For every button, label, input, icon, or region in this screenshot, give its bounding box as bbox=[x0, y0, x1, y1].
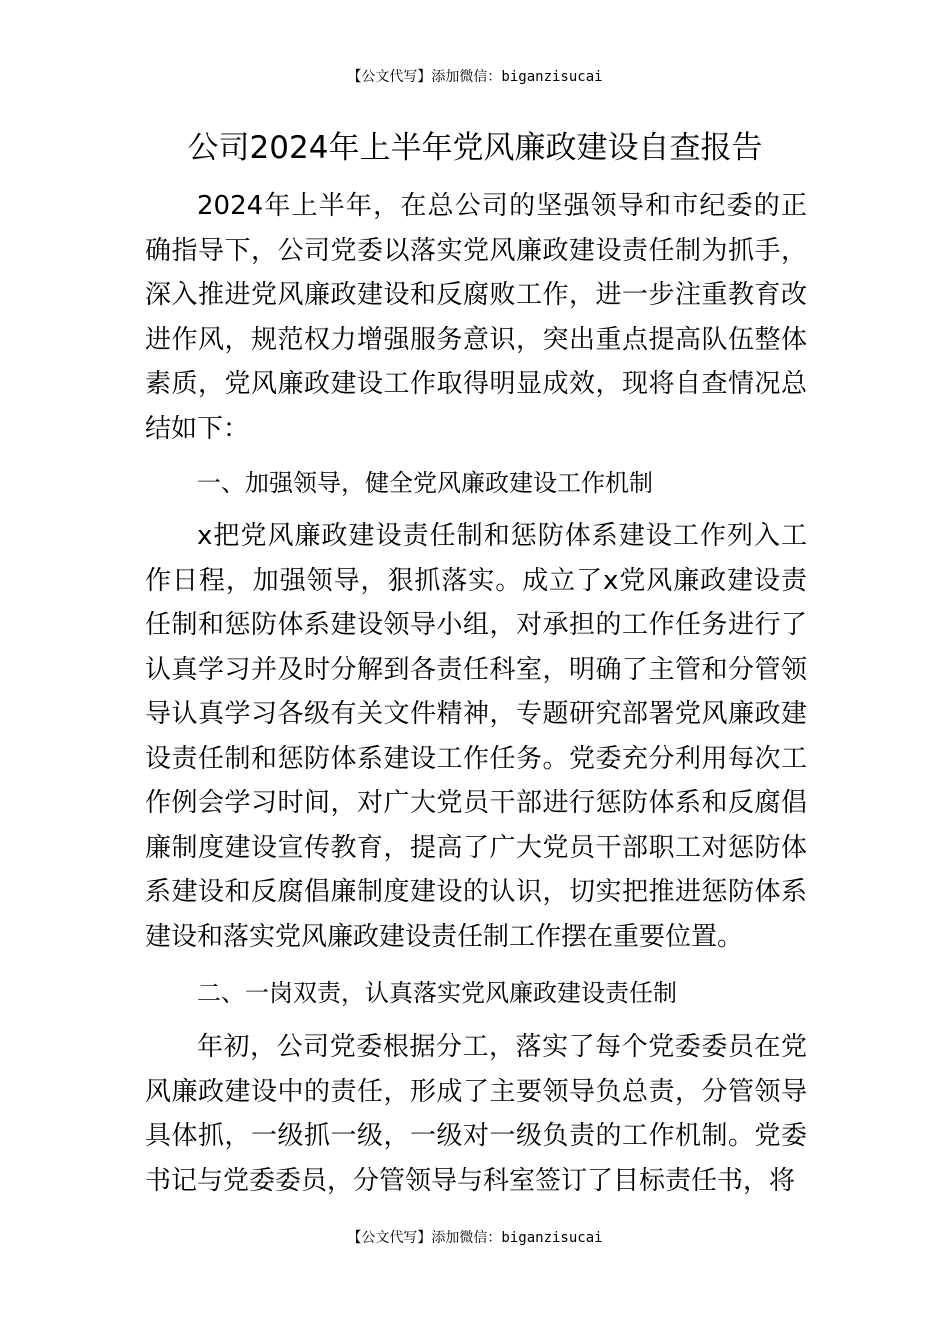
section-paragraph-1: x把党风廉政建设责任制和惩防体系建设工作列入工作日程，加强领导，狠抓落实。成立了x党风廉政建设责任制和惩防体系建设领导小组，对承担的工作任务进行了认真学习并及时分解到各责任科室，明确了主管和分管领导认真学习各级有关文件精神，专题研究部署党风廉政建设责任制和惩防体系建设工作任务。党委充分利用每次工作例会学习时间，对广大党员干部进行惩防体系和反腐倡廉制度建设宣传教育，提高了广大党员干部职工对惩防体系建设和反腐倡廉制度建设的认识，切实把推进惩防体系建设和落实党风廉政建设责任制工作摆在重要位置。 bbox=[145, 521, 807, 952]
intro-paragraph: 2024年上半年，在总公司的坚强领导和市纪委的正确指导下，公司党委以落实党风廉政建设责任制为抓手，深入推进党风廉政建设和反腐败工作，进一步注重教育改进作风，规范权力增强服务意识，突出重点提高队伍整体素质，党风廉政建设工作取得明显成效，现将自查情况总结如下： bbox=[145, 191, 807, 444]
page-header: 【公文代写】添加微信：biganzisucai bbox=[347, 69, 603, 85]
section-heading-2: 二、一岗双责，认真落实党风廉政建设责任制 bbox=[197, 979, 677, 1007]
section-heading-1: 一、加强领导，健全党风廉政建设工作机制 bbox=[197, 469, 653, 497]
section-paragraph-2: 年初，公司党委根据分工，落实了每个党委委员在党风廉政建设中的责任，形成了主要领导负总责，分管领导具体抓，一级抓一级，一级对一级负责的工作机制。党委书记与党委委员，分管领导与科室签订了目标责任书，将 bbox=[145, 1032, 807, 1196]
document-title: 公司2024年上半年党风廉政建设自查报告 bbox=[187, 130, 763, 166]
page-footer: 【公文代写】添加微信：biganzisucai bbox=[347, 1230, 603, 1246]
